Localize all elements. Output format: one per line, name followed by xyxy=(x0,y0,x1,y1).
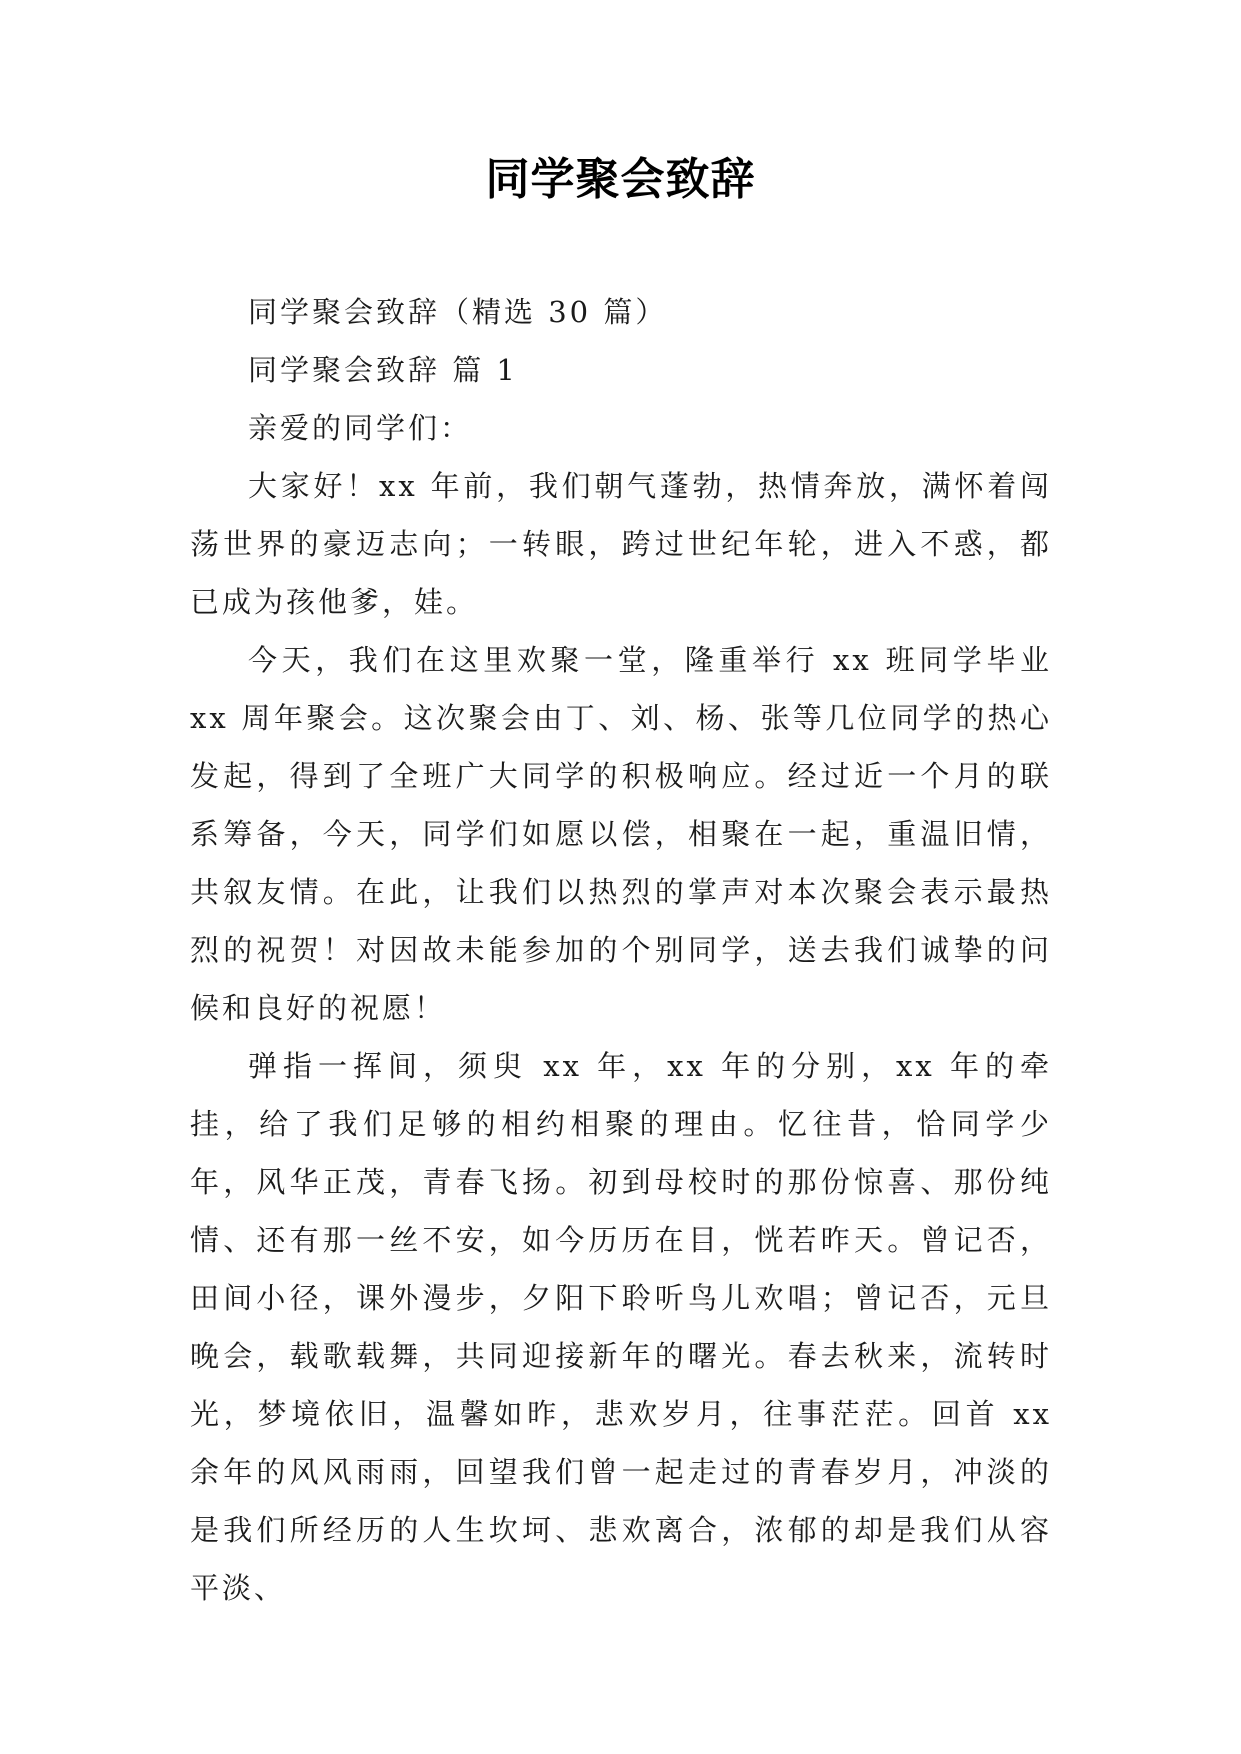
document-title: 同学聚会致辞 xyxy=(485,154,756,205)
body-paragraph: 弹指一挥间，须臾 xx 年，xx 年的分别，xx 年的牵挂，给了我们足够的相约相聚的理由。忆往昔，恰同学少年，风华正茂，青春飞扬。初到母校时的那份惊喜、那份纯情、还有那一丝不安，如今历历在目，恍若昨天。曾记否，田间小径，课外漫步，夕阳下聆听鸟儿欢唱；曾记否，元旦晚会，载歌载舞，共同迎接新年的曙光。春去秋来，流转时光，梦境依旧，温馨如昨，悲欢岁月，往事茫茫。回首 xx 余年的风风雨雨，回望我们曾一起走过的青春岁月，冲淡的是我们所经历的人生坎坷、悲欢离合，浓郁的却是我们从容平淡、 xyxy=(190,1049,1052,1605)
section-heading: 同学聚会致辞 篇 1 xyxy=(248,353,518,387)
body-paragraph: 大家好！xx 年前，我们朝气蓬勃，热情奔放，满怀着闯荡世界的豪迈志向；一转眼，跨过世纪年轮，进入不惑，都已成为孩他爹，娃。 xyxy=(190,469,1052,619)
body-paragraph: 今天，我们在这里欢聚一堂，隆重举行 xx 班同学毕业 xx 周年聚会。这次聚会由丁、刘、杨、张等几位同学的热心发起，得到了全班广大同学的积极响应。经过近一个月的联系筹备，今天，同学们如愿以偿，相聚在一起，重温旧情，共叙友情。在此，让我们以热烈的掌声对本次聚会表示最热烈的祝贺！对因故未能参加的个别同学，送去我们诚挚的问候和良好的祝愿！ xyxy=(190,643,1052,1025)
document-body xyxy=(190,283,1052,1617)
salutation-paragraph: 亲爱的同学们： xyxy=(248,411,473,445)
subtitle-paragraph: 同学聚会致辞（精选 30 篇） xyxy=(248,295,668,329)
